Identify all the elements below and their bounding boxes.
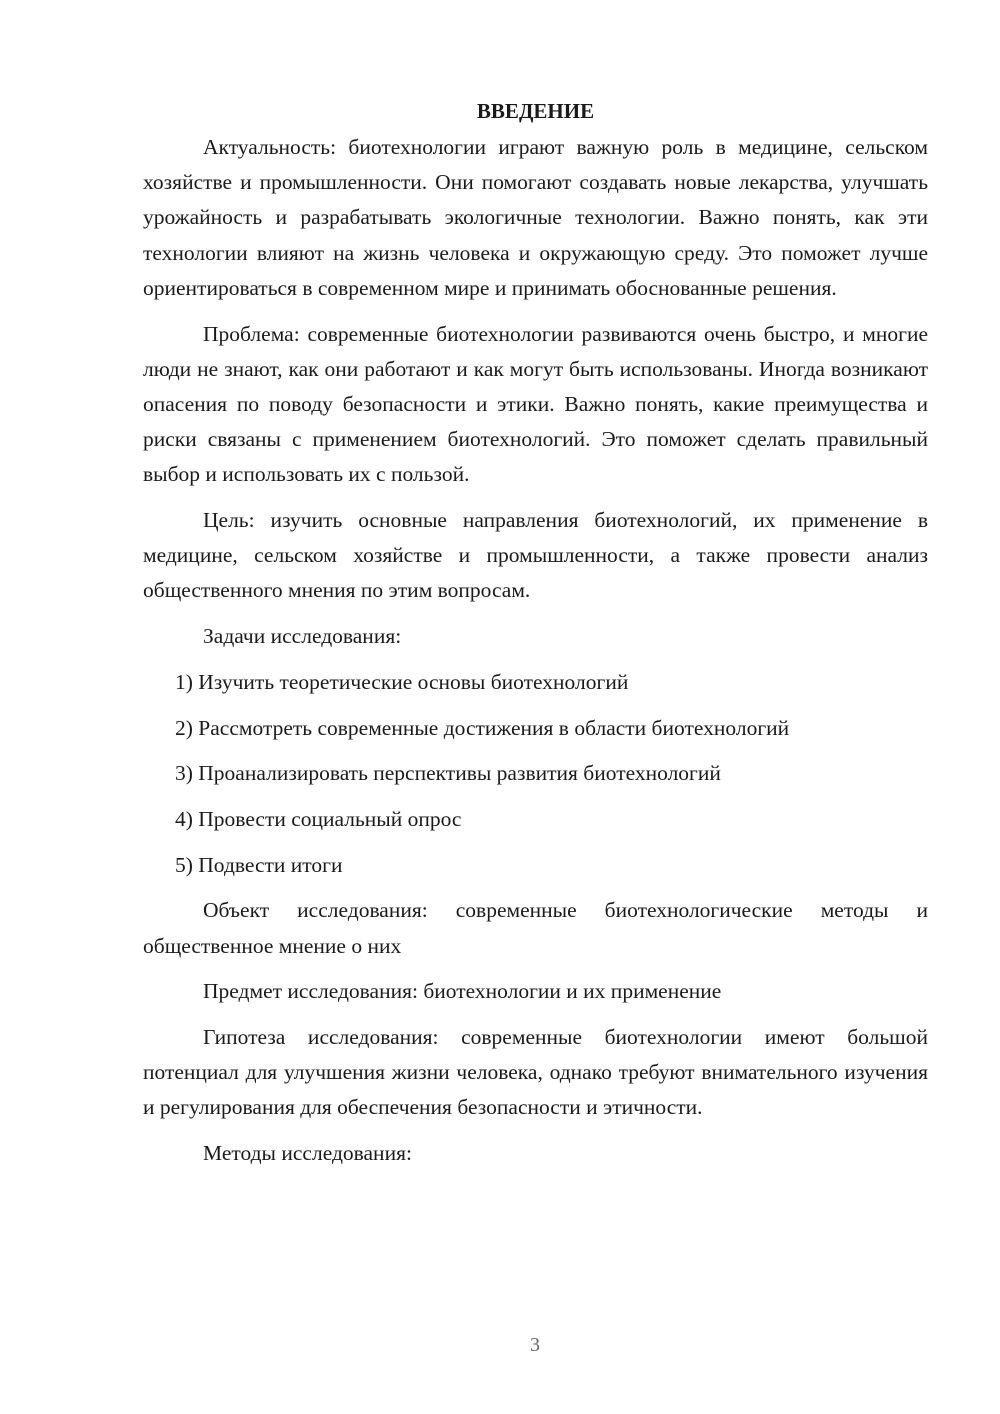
page-number: 3 bbox=[530, 1334, 540, 1356]
paragraph-object: Объект исследования: современные биотехнологические методы и общественное мнение о них bbox=[143, 898, 928, 958]
list-item: 1) Изучить теоретические основы биотехнологий bbox=[175, 669, 629, 694]
paragraph-goal: Цель: изучить основные направления биотехнологий, их применение в медицине, сельском хозяйстве и промышленности, а также провести анализ общественного мнения по этим вопросам. bbox=[143, 508, 928, 603]
paragraph-hypothesis: Гипотеза исследования: современные биотехнологии имеют большой потенциал для улучшения жизни человека, однако требуют внимательного изучения и регулирования для обеспечения безопасности и этичности. bbox=[143, 1024, 928, 1120]
list-item: 5) Подвести итоги bbox=[175, 852, 343, 877]
tasks-heading: Задачи исследования: bbox=[203, 624, 402, 649]
section-title: ВВЕДЕНИЕ bbox=[476, 99, 595, 123]
list-item: 4) Провести социальный опрос bbox=[175, 806, 462, 831]
paragraph-subject: Предмет исследования: биотехнологии и их применение bbox=[203, 979, 722, 1004]
tasks-list bbox=[143, 665, 928, 883]
paragraph-relevance: Актуальность: биотехнологии играют важную роль в медицине, сельском хозяйстве и промышленности. Они помогают создавать новые лекарства, улучшать урожайность и разрабатывать экологичные технологии. Важно понять, как эти технологии влияют на жизнь человека и окружающую среду. Это поможет лучше ориентироваться в современном мире и принимать обоснованные решения. bbox=[143, 135, 928, 300]
methods-heading: Методы исследования: bbox=[203, 1141, 412, 1166]
paragraph-problem: Проблема: современные биотехнологии развиваются очень быстро, и многие люди не знают, как они работают и как могут быть использованы. Иногда возникают опасения по поводу безопасности и этики. Важно понять, какие преимущества и риски связаны с применением биотехнологий. Это поможет сделать правильный выбор и использовать их с пользой. bbox=[143, 321, 928, 487]
list-item: 2) Рассмотреть современные достижения в области биотехнологий bbox=[175, 715, 790, 740]
page-content bbox=[143, 94, 928, 1182]
list-item: 3) Проанализировать перспективы развития биотехнологий bbox=[175, 761, 721, 786]
